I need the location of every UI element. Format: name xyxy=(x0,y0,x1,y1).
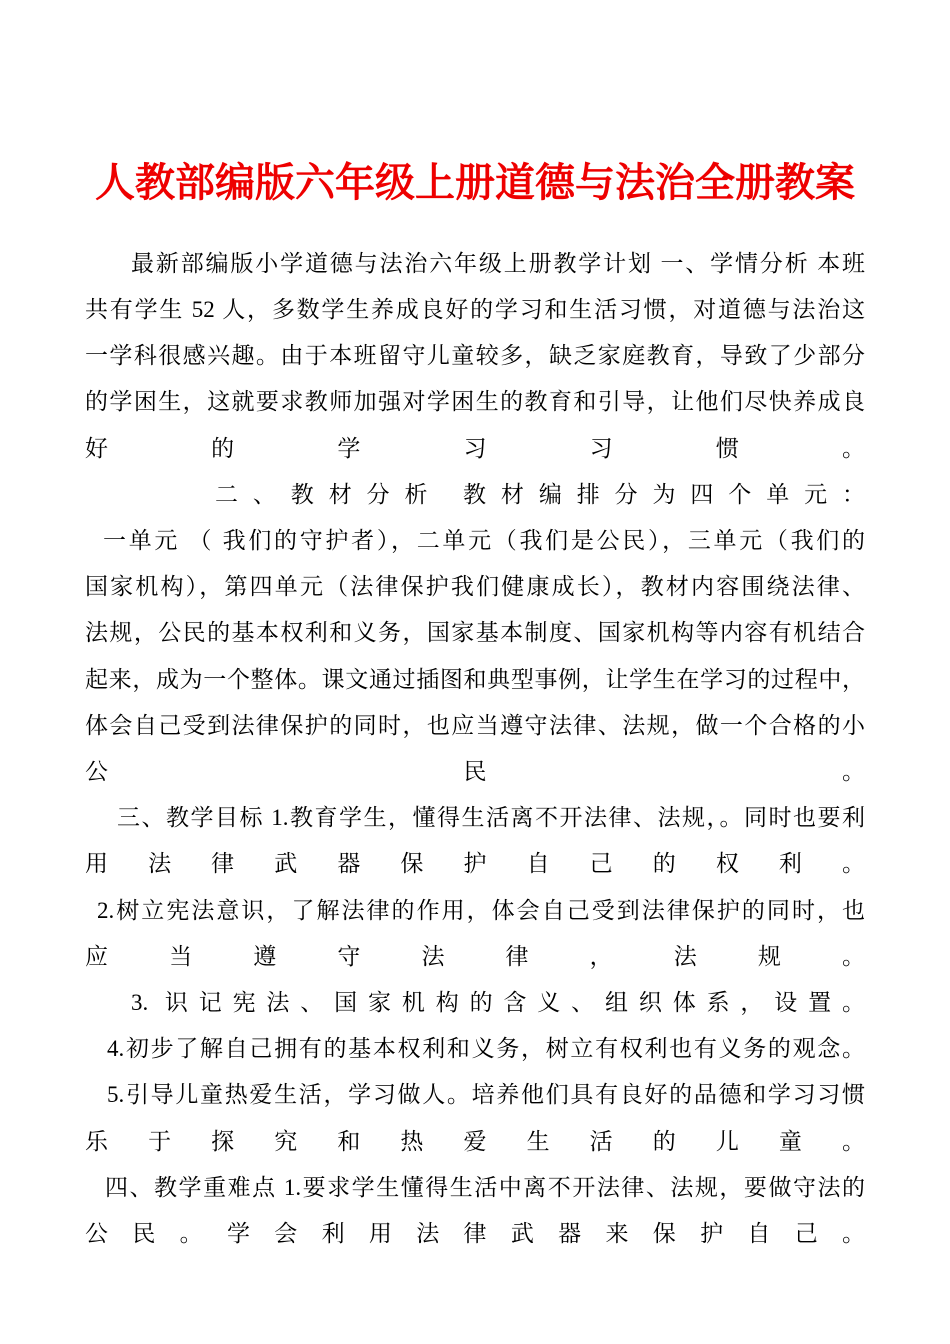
text-line: 2.树立宪法意识，了解法律的作用，体会自己受到法律保护的同时，也 xyxy=(97,897,865,923)
text-line: 一单元 （ 我们的守护者），二单元（我们是公民），三单元（我们的 xyxy=(103,528,865,554)
text-line: 用法律武器保护自己的权利。 xyxy=(85,851,865,877)
text-line: 起来，成为一个整体。课文通过插图和典型事例，让学生在学习的过程中， xyxy=(85,666,865,692)
text-line: 最新部编版小学道德与法治六年级上册教学计划 一、学情分析 本班 xyxy=(131,250,865,276)
text-line: 的学困生，这就要求教师加强对学困生的教育和引导，让他们尽快养成良 xyxy=(85,389,865,415)
text-line: 三、教学目标 1.教育学生，懂得生活离不开法律、法规，。同时也要利 xyxy=(117,805,865,831)
text-line: 二、教材分析 教材编排分为四个单元： xyxy=(215,481,865,507)
text-line: 四、教学重难点 1.要求学生懂得生活中离不开法律、法规，要做守法的 xyxy=(105,1174,865,1200)
text-line: 一学科很感兴趣。由于本班留守儿童较多，缺乏家庭教育，导致了少部分 xyxy=(85,343,865,369)
text-line: 公民。 xyxy=(85,759,865,785)
text-line: 应当遵守法律，法规。 xyxy=(85,943,865,969)
document-title: 人教部编版六年级上册道德与法治全册教案 xyxy=(95,160,855,205)
text-line: 法规，公民的基本权利和义务，国家基本制度、国家机构等内容有机结合 xyxy=(85,620,865,646)
document-body xyxy=(85,241,865,1257)
text-line: 3. 识记宪法、国家机构的含义、组织体系，设置。 xyxy=(131,990,865,1016)
text-line: 共有学生 52 人，多数学生养成良好的学习和生活习惯，对道德与法治这 xyxy=(85,297,865,322)
text-line: 国家机构），第四单元（法律保护我们健康成长），教材内容围绕法律、 xyxy=(85,574,865,600)
text-line: 4.初步了解自己拥有的基本权利和义务，树立有权利也有义务的观念。 xyxy=(107,1036,865,1062)
text-line: 乐于探究和热爱生活的儿童。 xyxy=(85,1128,865,1154)
text-line: 体会自己受到法律保护的同时，也应当遵守法律、法规，做一个合格的小 xyxy=(85,712,865,738)
text-line: 公民。学会利用法律武器来保护自己。 xyxy=(85,1221,865,1247)
text-line: 好的学习习惯。 xyxy=(85,435,865,461)
text-line: 5.引导儿童热爱生活，学习做人。培养他们具有良好的品德和学习习惯 xyxy=(107,1082,865,1108)
